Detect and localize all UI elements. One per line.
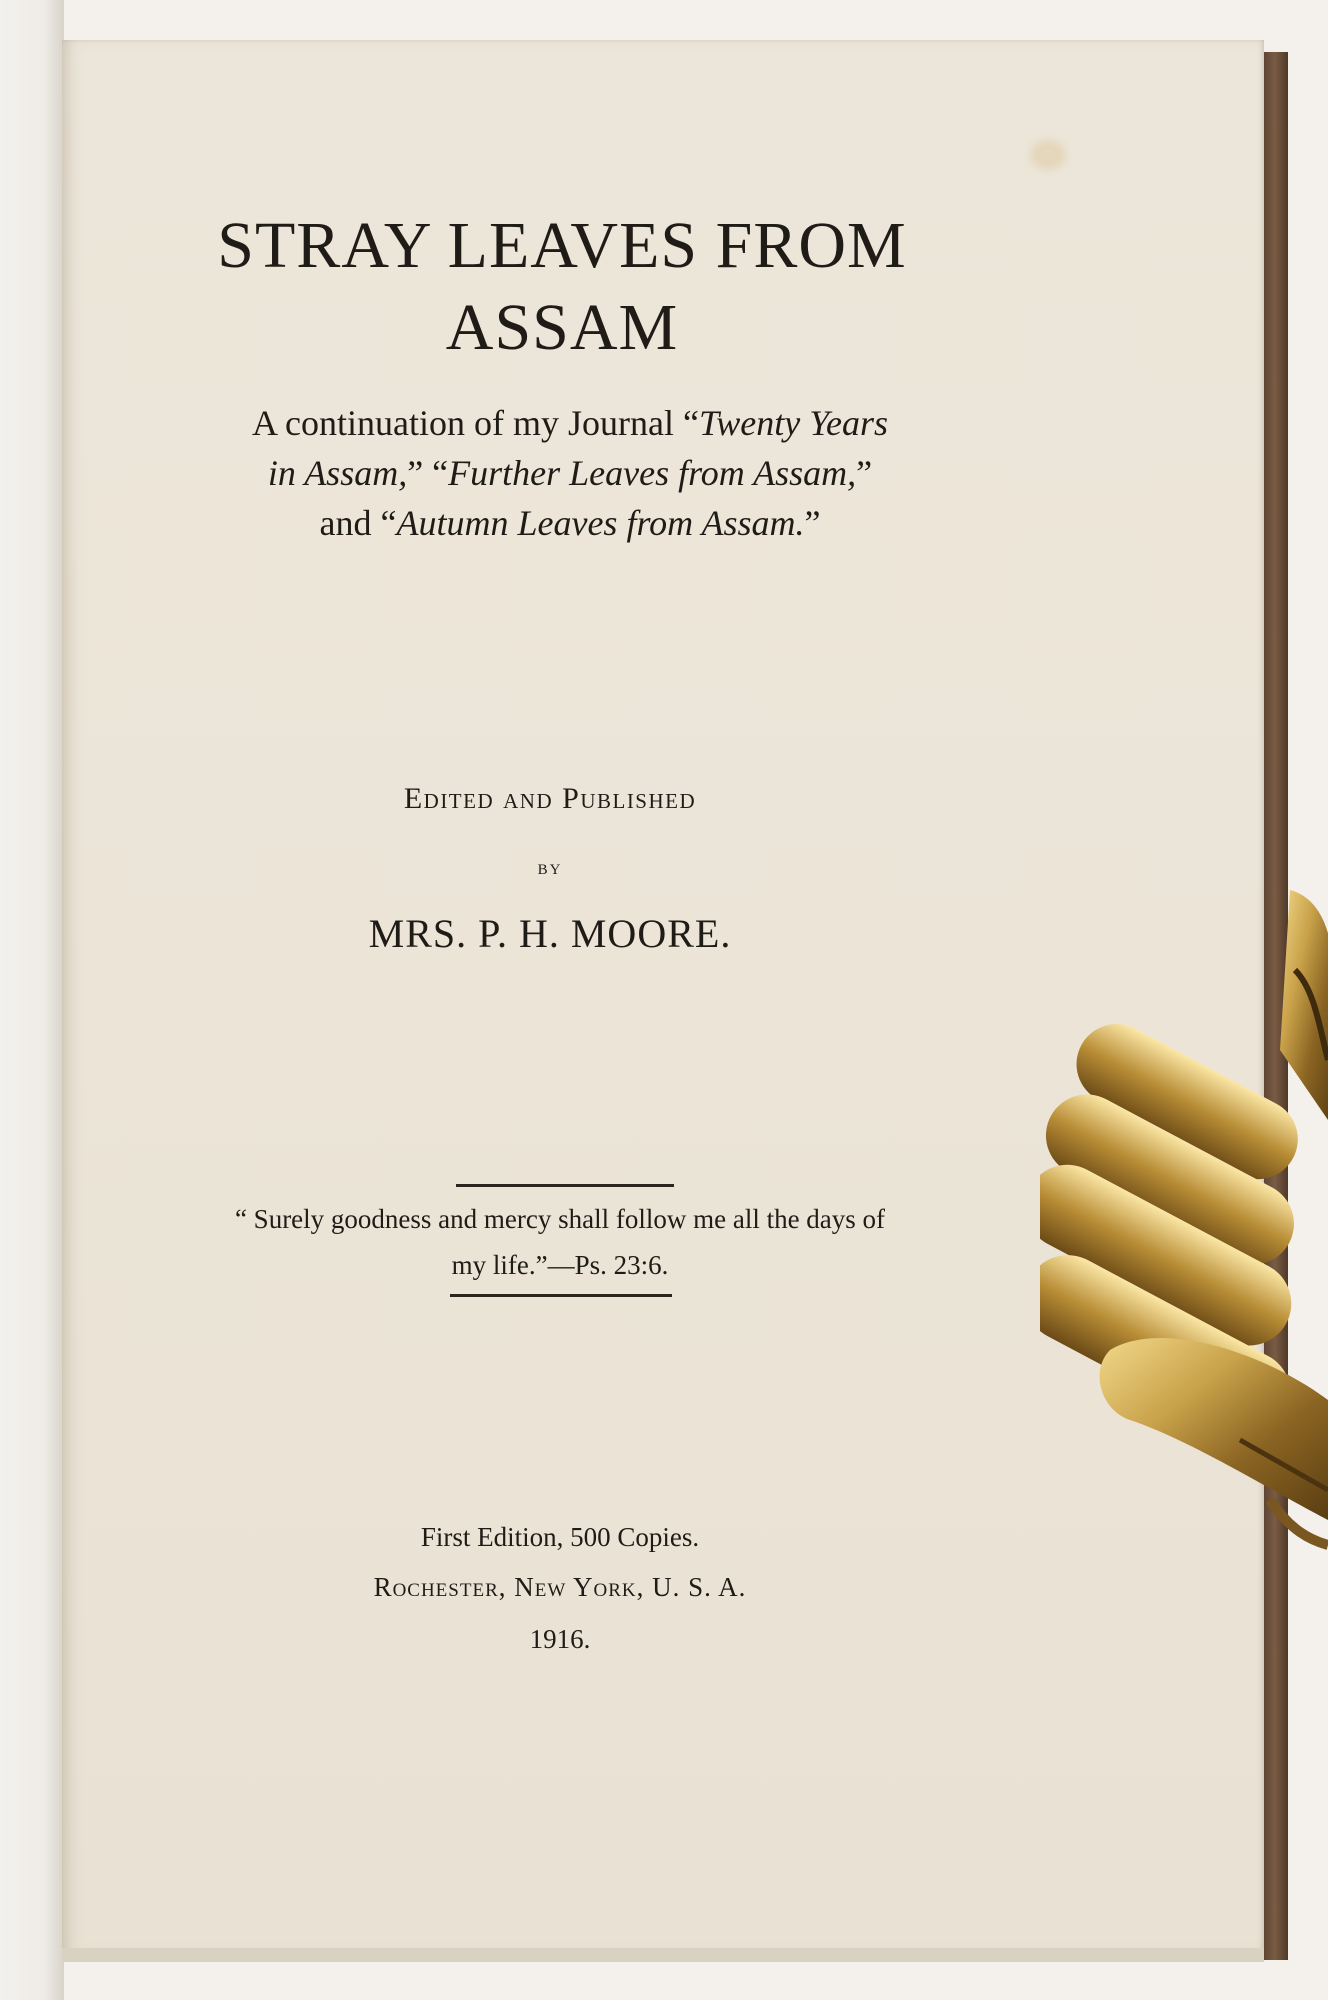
subtitle-italic: Further Leaves from Assam, [448,453,857,493]
facing-page-edge [0,0,64,2000]
book-subtitle [140,398,1000,548]
title-line-1: STRAY LEAVES FROM [217,209,907,282]
edited-published-label: Edited and Published [403,782,697,815]
publication-year: 1916. [529,1624,591,1654]
edition-note: First Edition, 500 Copies. [420,1522,700,1552]
subtitle-italic: Twenty Years [698,403,888,443]
subtitle-text: and “ [319,503,397,543]
page-bottom-edge [62,1948,1264,1962]
author-name: MRS. P. H. MOORE. [368,911,732,956]
by-label: by [537,854,563,879]
brass-hand-bookmark [1040,880,1328,1560]
epigraph-line-2: my life.”—Ps. 23:6. [451,1250,669,1280]
title-line-2: ASSAM [445,291,679,364]
subtitle-text: ” [856,453,873,493]
subtitle-line-1 [140,398,1000,448]
epigraph-line-1: “ Surely goodness and mercy shall follow me all the days of [234,1204,886,1234]
subtitle-italic: in Assam, [267,453,408,493]
subtitle-text: A continuation of my Journal “ [252,403,699,443]
subtitle-text: ” [804,503,821,543]
subtitle-line-3 [140,498,1000,548]
subtitle-text: ” “ [407,453,449,493]
subtitle-italic: Autumn Leaves from Assam. [396,503,805,543]
publication-place: Rochester, New York, U. S. A. [373,1572,747,1602]
book-title [62,205,1062,369]
epigraph [130,1196,990,1288]
epigraph-rule-bottom [450,1294,672,1297]
subtitle-line-2 [140,448,1000,498]
foxing-spot [1030,140,1066,170]
epigraph-rule-top [456,1184,674,1187]
